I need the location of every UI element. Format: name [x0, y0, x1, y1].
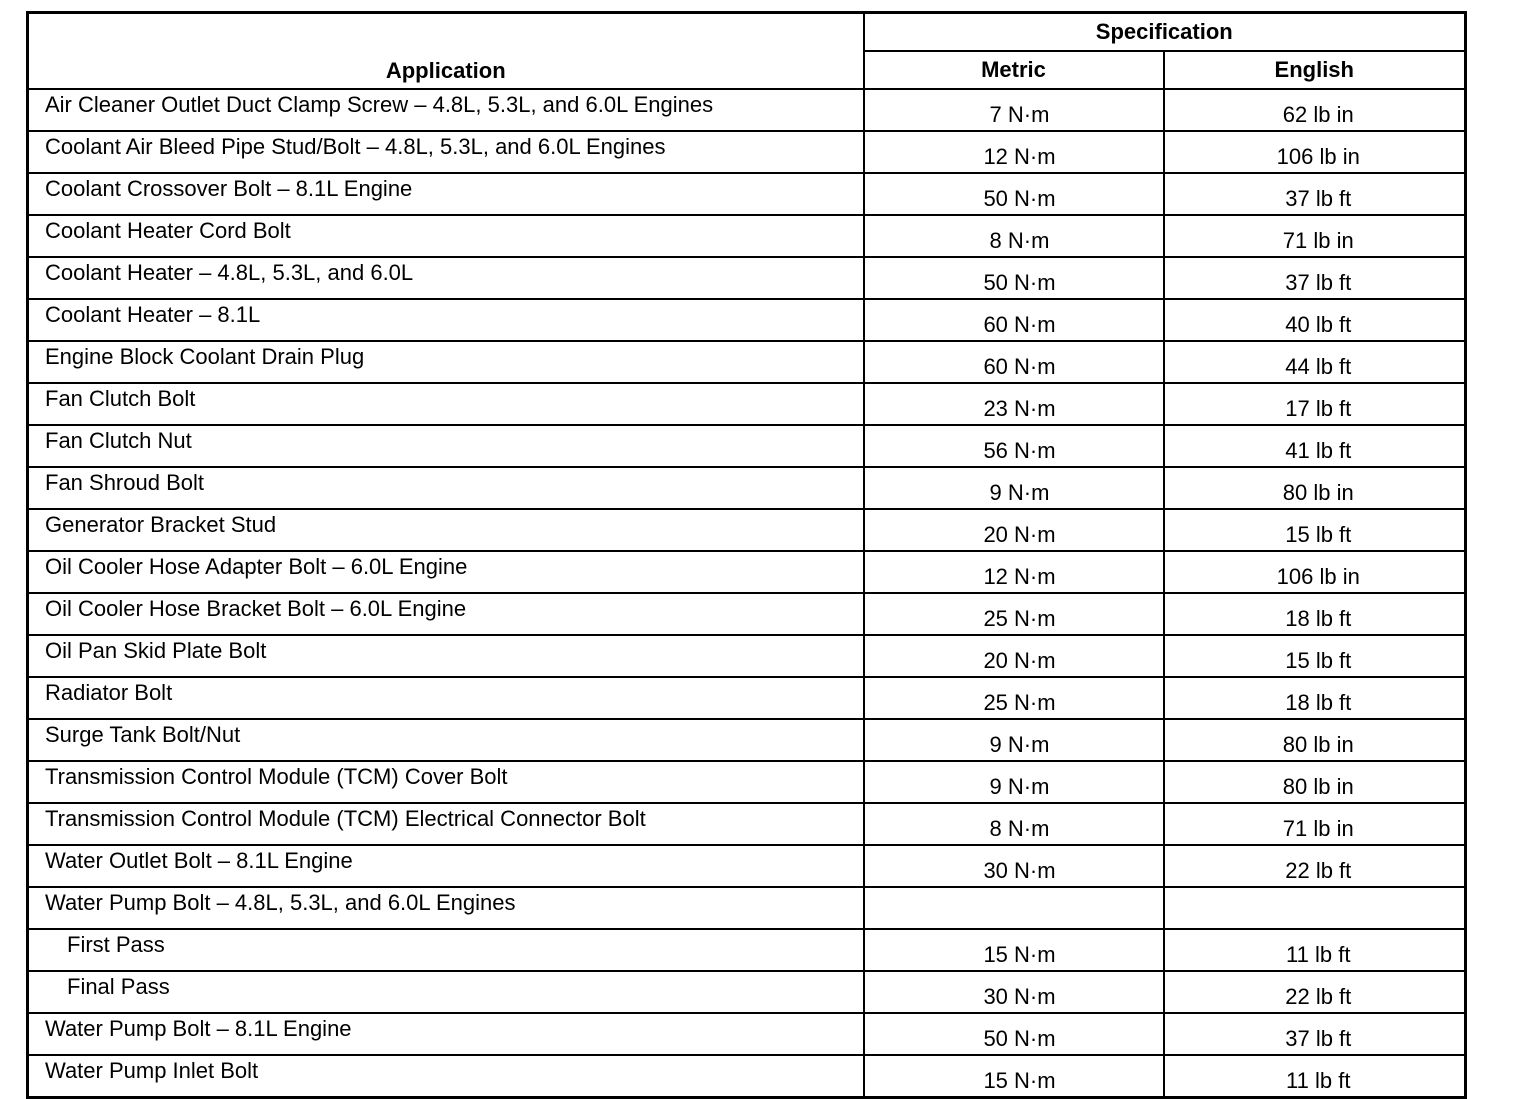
- metric-cell: 20 N·m: [864, 509, 1164, 551]
- table-row: [28, 929, 1466, 971]
- application-cell: Water Outlet Bolt – 8.1L Engine: [28, 845, 864, 887]
- english-header: English: [1164, 51, 1466, 89]
- table-body: [28, 89, 1466, 1098]
- metric-cell: 56 N·m: [864, 425, 1164, 467]
- table-row: [28, 89, 1466, 131]
- application-cell: Coolant Heater – 8.1L: [28, 299, 864, 341]
- application-cell: Oil Cooler Hose Adapter Bolt – 6.0L Engine: [28, 551, 864, 593]
- metric-header: Metric: [864, 51, 1164, 89]
- english-cell: 11 lb ft: [1164, 929, 1466, 971]
- application-cell: Fan Shroud Bolt: [28, 467, 864, 509]
- specification-header: Specification: [864, 13, 1466, 52]
- english-cell: 18 lb ft: [1164, 593, 1466, 635]
- metric-cell: 25 N·m: [864, 593, 1164, 635]
- metric-cell: 20 N·m: [864, 635, 1164, 677]
- table-row: [28, 299, 1466, 341]
- application-cell: First Pass: [28, 929, 864, 971]
- english-cell: 106 lb in: [1164, 551, 1466, 593]
- table-row: [28, 425, 1466, 467]
- english-cell: 71 lb in: [1164, 215, 1466, 257]
- application-cell: Coolant Heater – 4.8L, 5.3L, and 6.0L: [28, 257, 864, 299]
- table-row: [28, 551, 1466, 593]
- table-row: [28, 1055, 1466, 1098]
- metric-cell: 7 N·m: [864, 89, 1164, 131]
- table-group-row: [28, 887, 1466, 929]
- application-cell: Fan Clutch Bolt: [28, 383, 864, 425]
- application-cell: Water Pump Inlet Bolt: [28, 1055, 864, 1098]
- english-cell: 106 lb in: [1164, 131, 1466, 173]
- metric-cell: 15 N·m: [864, 929, 1164, 971]
- application-cell: Transmission Control Module (TCM) Electrical Connector Bolt: [28, 803, 864, 845]
- application-cell: Surge Tank Bolt/Nut: [28, 719, 864, 761]
- application-cell: Generator Bracket Stud: [28, 509, 864, 551]
- english-cell: 11 lb ft: [1164, 1055, 1466, 1098]
- table-row: [28, 803, 1466, 845]
- table-row: [28, 719, 1466, 761]
- english-cell: 80 lb in: [1164, 719, 1466, 761]
- table-row: [28, 509, 1466, 551]
- metric-cell: 9 N·m: [864, 719, 1164, 761]
- application-cell: Coolant Crossover Bolt – 8.1L Engine: [28, 173, 864, 215]
- english-cell: 80 lb in: [1164, 467, 1466, 509]
- metric-cell: 8 N·m: [864, 215, 1164, 257]
- metric-cell: 9 N·m: [864, 761, 1164, 803]
- application-cell: Final Pass: [28, 971, 864, 1013]
- application-cell: Engine Block Coolant Drain Plug: [28, 341, 864, 383]
- fastener-spec-table: [26, 11, 1467, 1099]
- metric-cell: 30 N·m: [864, 845, 1164, 887]
- application-cell: Coolant Heater Cord Bolt: [28, 215, 864, 257]
- table-row: [28, 635, 1466, 677]
- metric-cell: 12 N·m: [864, 131, 1164, 173]
- english-cell: 71 lb in: [1164, 803, 1466, 845]
- metric-cell: 50 N·m: [864, 173, 1164, 215]
- metric-cell: 15 N·m: [864, 1055, 1164, 1098]
- table-row: [28, 1013, 1466, 1055]
- table-row: [28, 341, 1466, 383]
- table-header: [28, 13, 1466, 90]
- table-row: [28, 761, 1466, 803]
- application-cell: Transmission Control Module (TCM) Cover Bolt: [28, 761, 864, 803]
- english-cell: 41 lb ft: [1164, 425, 1466, 467]
- english-cell: 22 lb ft: [1164, 971, 1466, 1013]
- metric-cell: 23 N·m: [864, 383, 1164, 425]
- english-cell: [1164, 887, 1466, 929]
- table-row: [28, 173, 1466, 215]
- table-row: [28, 593, 1466, 635]
- metric-cell: 60 N·m: [864, 299, 1164, 341]
- table-row: [28, 845, 1466, 887]
- metric-cell: [864, 887, 1164, 929]
- metric-cell: 9 N·m: [864, 467, 1164, 509]
- application-cell: Air Cleaner Outlet Duct Clamp Screw – 4.8L, 5.3L, and 6.0L Engines: [28, 89, 864, 131]
- application-cell: Water Pump Bolt – 4.8L, 5.3L, and 6.0L Engines: [28, 887, 864, 929]
- table-row: [28, 131, 1466, 173]
- english-cell: 37 lb ft: [1164, 173, 1466, 215]
- english-cell: 37 lb ft: [1164, 1013, 1466, 1055]
- english-cell: 44 lb ft: [1164, 341, 1466, 383]
- table-row: [28, 467, 1466, 509]
- english-cell: 62 lb in: [1164, 89, 1466, 131]
- table-row: [28, 383, 1466, 425]
- metric-cell: 50 N·m: [864, 257, 1164, 299]
- application-cell: Coolant Air Bleed Pipe Stud/Bolt – 4.8L, 5.3L, and 6.0L Engines: [28, 131, 864, 173]
- metric-cell: 12 N·m: [864, 551, 1164, 593]
- metric-cell: 60 N·m: [864, 341, 1164, 383]
- table-row: [28, 677, 1466, 719]
- application-cell: Oil Cooler Hose Bracket Bolt – 6.0L Engine: [28, 593, 864, 635]
- application-header: Application: [28, 13, 864, 90]
- metric-cell: 30 N·m: [864, 971, 1164, 1013]
- metric-cell: 25 N·m: [864, 677, 1164, 719]
- table-row: [28, 971, 1466, 1013]
- metric-cell: 8 N·m: [864, 803, 1164, 845]
- english-cell: 15 lb ft: [1164, 635, 1466, 677]
- application-cell: Water Pump Bolt – 8.1L Engine: [28, 1013, 864, 1055]
- application-cell: Oil Pan Skid Plate Bolt: [28, 635, 864, 677]
- english-cell: 80 lb in: [1164, 761, 1466, 803]
- english-cell: 17 lb ft: [1164, 383, 1466, 425]
- table-row: [28, 257, 1466, 299]
- application-cell: Fan Clutch Nut: [28, 425, 864, 467]
- application-cell: Radiator Bolt: [28, 677, 864, 719]
- english-cell: 22 lb ft: [1164, 845, 1466, 887]
- english-cell: 18 lb ft: [1164, 677, 1466, 719]
- english-cell: 37 lb ft: [1164, 257, 1466, 299]
- metric-cell: 50 N·m: [864, 1013, 1164, 1055]
- english-cell: 15 lb ft: [1164, 509, 1466, 551]
- table-row: [28, 215, 1466, 257]
- english-cell: 40 lb ft: [1164, 299, 1466, 341]
